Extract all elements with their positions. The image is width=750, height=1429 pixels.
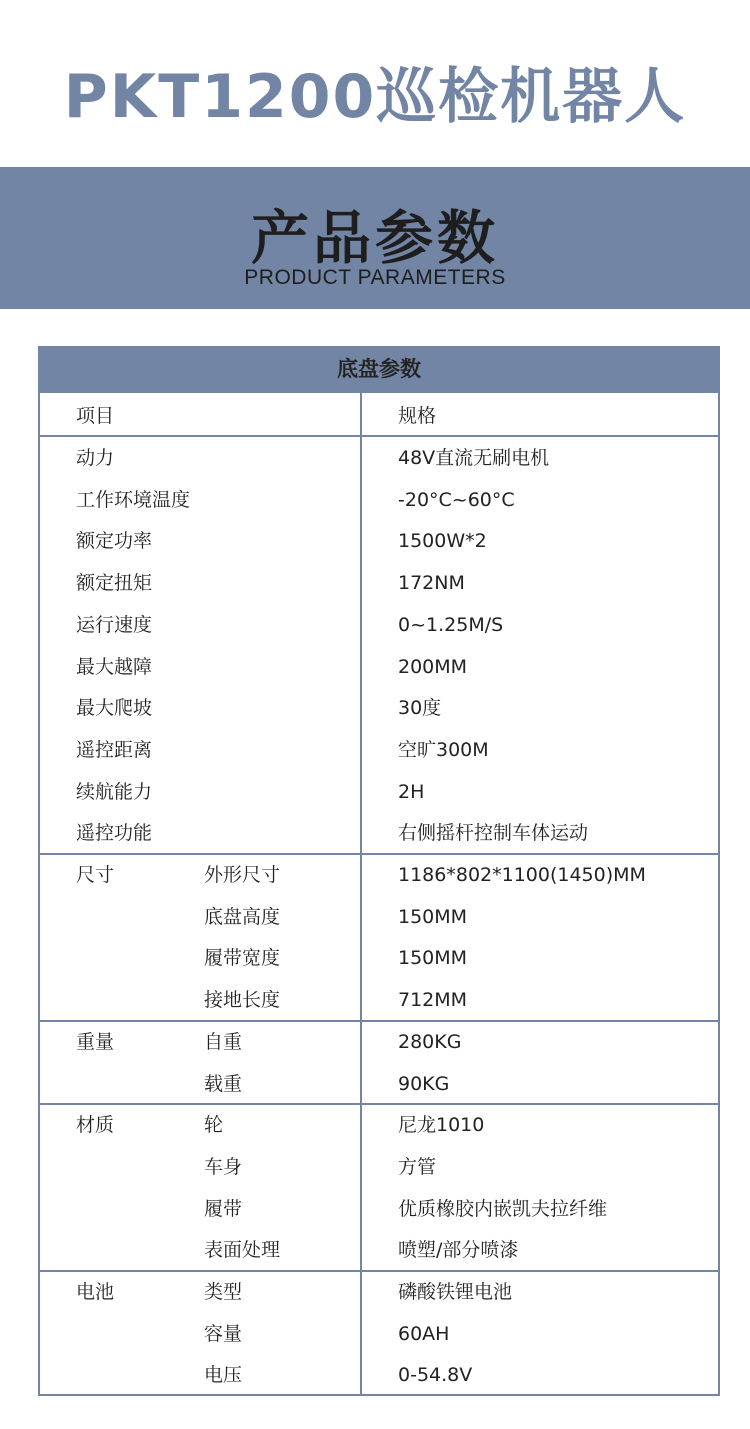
row-sub-label: 底盘高度 — [204, 906, 281, 928]
row-value: 1500W*2 — [398, 530, 487, 552]
row-value: 0-54.8V — [398, 1364, 473, 1386]
row-sub-label: 履带 — [204, 1198, 243, 1220]
row-item-label: 材质 — [76, 1114, 115, 1136]
row-item-label: 运行速度 — [76, 614, 153, 636]
row-value: 空旷300M — [398, 739, 489, 761]
row-value: 喷塑/部分喷漆 — [398, 1239, 519, 1261]
row-value: 右侧摇杆控制车体运动 — [398, 822, 589, 844]
parameters-table — [38, 346, 720, 1396]
row-sub-label: 容量 — [204, 1323, 243, 1345]
column-divider — [360, 393, 362, 1394]
row-value: 48V直流无刷电机 — [398, 447, 550, 469]
row-value: 尼龙1010 — [398, 1114, 485, 1136]
row-value: 0~1.25M/S — [398, 614, 504, 636]
row-value: 优质橡胶内嵌凯夫拉纤维 — [398, 1198, 608, 1220]
row-sub-label: 履带宽度 — [204, 947, 281, 969]
row-value: -20°C~60°C — [398, 489, 515, 511]
row-item-label: 电池 — [76, 1281, 115, 1303]
row-item-label: 工作环境温度 — [76, 489, 191, 511]
page-title: PKT1200巡检机器人 — [63, 62, 687, 132]
row-value: 150MM — [398, 947, 468, 969]
row-sub-label: 表面处理 — [204, 1239, 281, 1261]
column-header-spec: 规格 — [398, 405, 437, 427]
row-value: 172NM — [398, 572, 465, 594]
row-item-label: 重量 — [76, 1031, 115, 1053]
row-sub-label: 电压 — [204, 1364, 243, 1386]
row-item-label: 额定功率 — [76, 530, 153, 552]
column-header-item: 项目 — [76, 405, 115, 427]
row-value: 30度 — [398, 697, 442, 719]
row-item-label: 最大爬坡 — [76, 697, 153, 719]
row-sub-label: 接地长度 — [204, 989, 281, 1011]
row-item-label: 遥控距离 — [76, 739, 153, 761]
group-separator — [40, 1270, 718, 1272]
row-item-label: 尺寸 — [76, 864, 115, 886]
row-value: 1186*802*1100(1450)MM — [398, 864, 646, 886]
row-value: 200MM — [398, 656, 468, 678]
row-value: 60AH — [398, 1323, 450, 1345]
row-value: 90KG — [398, 1073, 450, 1095]
row-sub-label: 轮 — [204, 1114, 224, 1136]
row-item-label: 额定扭矩 — [76, 572, 153, 594]
row-value: 712MM — [398, 989, 468, 1011]
row-value: 方管 — [398, 1156, 437, 1178]
header-separator — [40, 435, 718, 437]
section-banner — [0, 167, 750, 309]
row-item-label: 最大越障 — [76, 656, 153, 678]
row-value: 磷酸铁锂电池 — [398, 1281, 513, 1303]
banner-subtitle: PRODUCT PARAMETERS — [244, 266, 506, 289]
table-header: 底盘参数 — [38, 346, 720, 393]
group-separator — [40, 1020, 718, 1022]
row-sub-label: 自重 — [204, 1031, 243, 1053]
row-item-label: 续航能力 — [76, 781, 153, 803]
row-value: 280KG — [398, 1031, 462, 1053]
row-sub-label: 载重 — [204, 1073, 243, 1095]
row-sub-label: 类型 — [204, 1281, 243, 1303]
row-sub-label: 外形尺寸 — [204, 864, 281, 886]
row-value: 2H — [398, 781, 425, 803]
banner-title: 产品参数 — [250, 204, 499, 272]
group-separator — [40, 1103, 718, 1105]
row-item-label: 动力 — [76, 447, 115, 469]
row-sub-label: 车身 — [204, 1156, 243, 1178]
group-separator — [40, 853, 718, 855]
row-value: 150MM — [398, 906, 468, 928]
row-item-label: 遥控功能 — [76, 822, 153, 844]
